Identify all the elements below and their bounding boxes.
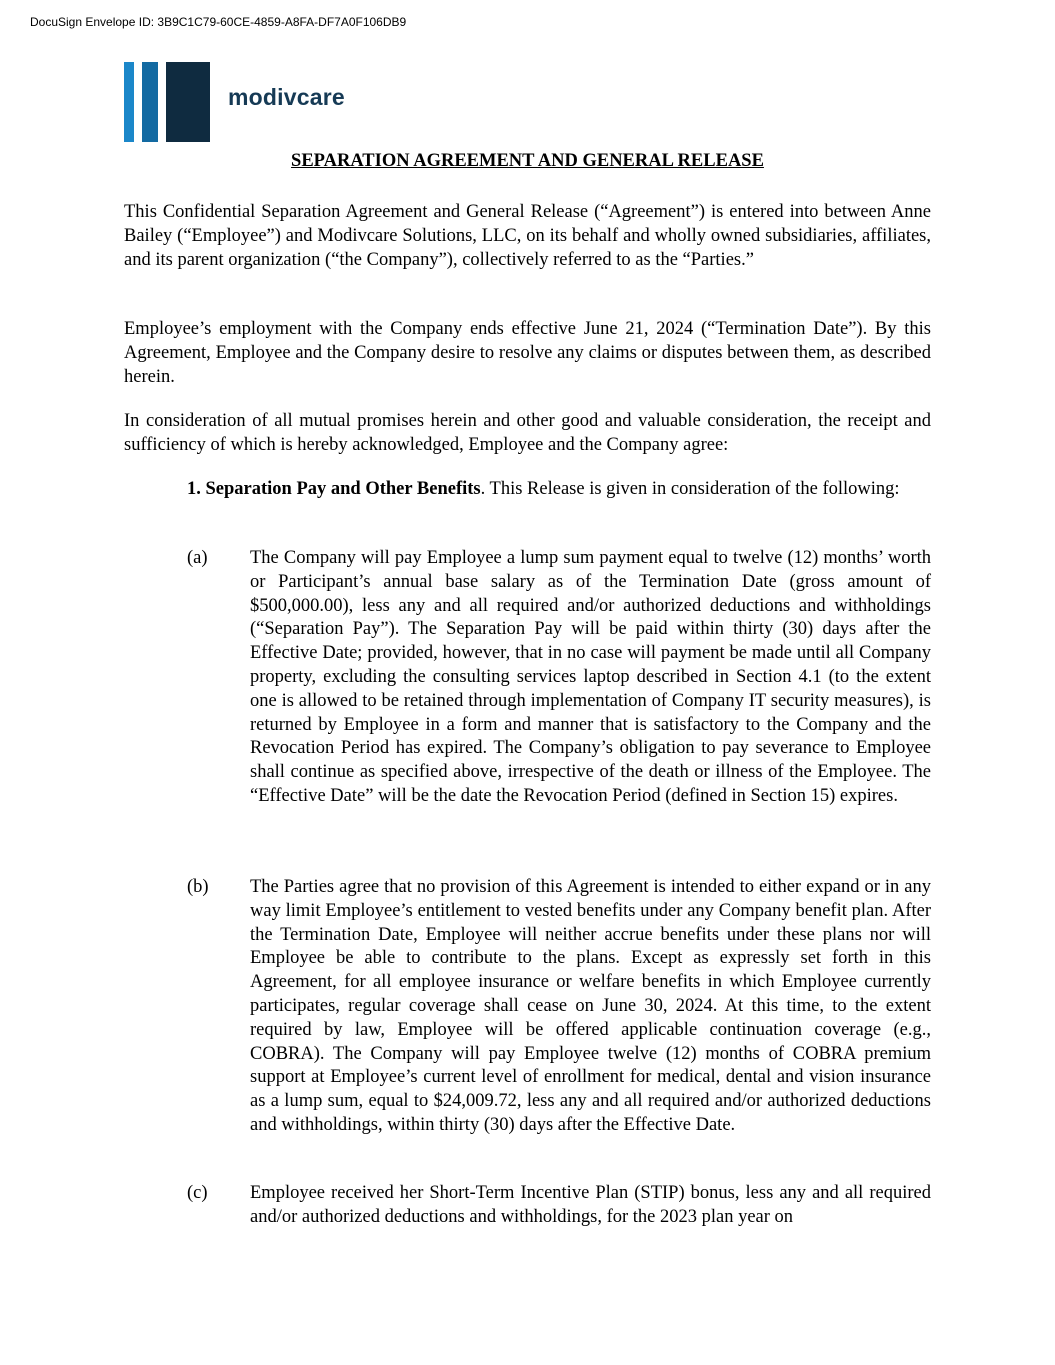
list-item-label: (a) — [187, 548, 208, 568]
list-item-text: The Company will pay Employee a lump sum payment equal to twelve (12) months’ worth or Participant’s annual base salary as of the Termination Date (gross amount of $500,000.00), less any and all required and/or authorized deductions and withholdings (“Separation Pay”). The Separation Pay will be paid within thirty (30) days after the Effective Date; provided, however, that in no case will payment be made until all Company property, excluding the consulting services laptop described in Section 4.1 (to the extent one is allowed to be retained through implementation of Company IT security measures), is returned by Employee in a form and manner that is satisfactory to the Company and the Revocation Period has expired. The Company’s obligation to pay severance to Employee shall continue as specified above, irrespective of the death or illness of the Employee. The “Effective Date” will be the date the Revocation Period (defined in Section 15) expires. — [250, 548, 931, 806]
section-1-text: . This Release is given in consideration of the following: — [480, 479, 900, 499]
intro-paragraph: This Confidential Separation Agreement and General Release (“Agreement”) is entered into between Anne Bailey (“Employee”) and Modivcare Solutions, LLC, on its behalf and wholly owned subsidiaries, affiliates, and its parent organization (“the Company”), collectively referred to as the “Parties.” — [124, 202, 931, 270]
logo-bar-light — [124, 62, 134, 142]
section-1-paragraph — [124, 478, 931, 502]
section-1-heading: 1. Separation Pay and Other Benefits — [187, 479, 481, 499]
consideration-paragraph: In consideration of all mutual promises herein and other good and valuable consideration, the receipt and sufficiency of which is hereby acknowledged, Employee and the Company agree: — [124, 411, 931, 455]
logo-wordmark: modivcare — [228, 84, 345, 110]
logo-bar-dark — [166, 62, 210, 142]
list-item-text: The Parties agree that no provision of this Agreement is intended to either expand or in any way limit Employee’s entitlement to vested benefits under any Company benefit plan. After the Termination Date, Employee will neither accrue benefits under these plans nor will Employee be able to contribute to the plans. Except as expressly set forth in this Agreement, for all employee insurance or welfare benefits in which Employee currently participates, regular coverage shall cease on June 30, 2024. At this time, to the extent required by law, Employee will be offered applicable continuation coverage (e.g., COBRA). The Company will pay Employee twelve (12) months of COBRA premium support at Employee’s current level of enrollment for medical, dental and vision insurance as a lump sum, equal to $24,009.72, less any and all required and/or authorized deductions and withholdings, within thirty (30) days after the Effective Date. — [250, 877, 931, 1135]
docusign-envelope-id: DocuSign Envelope ID: 3B9C1C79-60CE-4859-A8FA-DF7A0F106DB9 — [30, 15, 407, 29]
list-item-label: (b) — [187, 877, 209, 897]
employment-paragraph: Employee’s employment with the Company ends effective June 21, 2024 (“Termination Date”). By this Agreement, Employee and the Company desire to resolve any claims or disputes between them, as described herein. — [124, 319, 931, 387]
document-title: SEPARATION AGREEMENT AND GENERAL RELEASE — [291, 151, 764, 171]
list-item-text: Employee received her Short-Term Incentive Plan (STIP) bonus, less any and all required and/or authorized deductions and withholdings, for the 2023 plan year on — [250, 1183, 931, 1227]
list-item-label: (c) — [187, 1183, 208, 1203]
logo-bar-medium — [142, 62, 158, 142]
